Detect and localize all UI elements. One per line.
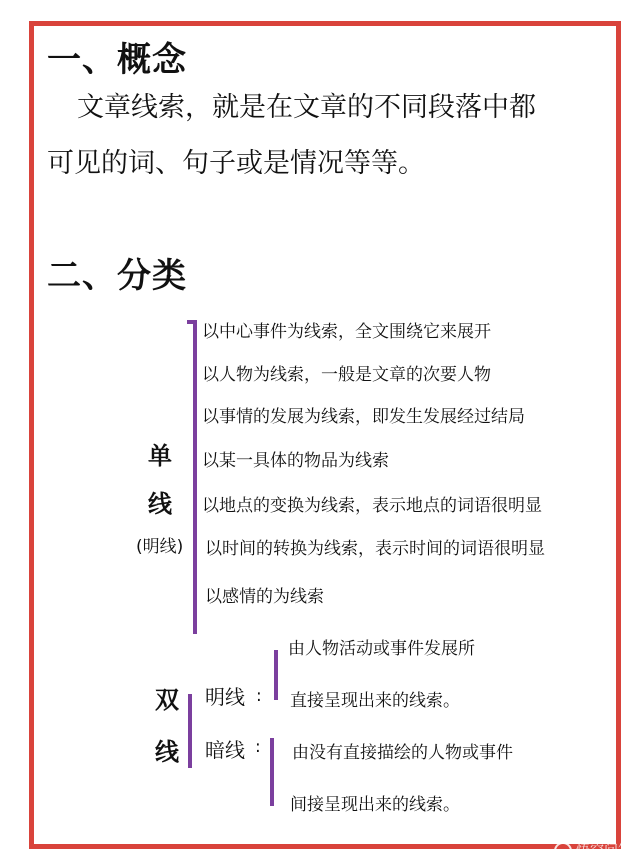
an-line-label: 暗线 <box>205 738 245 762</box>
ming-desc-2: 直接呈现出来的线索。 <box>290 691 460 711</box>
concept-paragraph <box>47 80 607 192</box>
concept-line-2: 可见的词、句子或是情况等等。 <box>47 148 425 179</box>
concept-line-1: 文章线索，就是在文章的不同段落中都 <box>77 92 536 123</box>
an-bracket <box>270 738 274 806</box>
single-bracket-tick <box>187 320 193 324</box>
section1-heading: 一、概念 <box>47 40 187 80</box>
single-item-5: 以地点的变换为线索，表示地点的词语很明显 <box>202 496 542 516</box>
ming-line-label: 明线 <box>205 685 245 709</box>
watermark <box>554 840 632 860</box>
section2-heading: 二、分类 <box>47 256 187 296</box>
double-char-1: 双 <box>155 686 179 714</box>
double-char-2: 线 <box>155 738 179 766</box>
single-char-1: 单 <box>148 442 172 470</box>
single-char-2: 线 <box>148 490 172 518</box>
watermark-logo-icon <box>554 842 572 860</box>
single-item-6: 以时间的转换为线索，表示时间的词语很明显 <box>205 539 545 559</box>
an-desc-1: 由没有直接描绘的人物或事件 <box>292 743 513 763</box>
watermark-text: 悟空问答 <box>576 843 632 859</box>
an-desc-2: 间接呈现出来的线索。 <box>290 795 460 815</box>
single-item-2: 以人物为线索，一般是文章的次要人物 <box>202 365 491 385</box>
ming-desc-1: 由人物活动或事件发展所 <box>288 639 475 659</box>
single-item-7: 以感情的为线索 <box>205 587 324 607</box>
single-item-1: 以中心事件为线索，全文围绕它来展开 <box>202 322 491 342</box>
single-note: (明线) <box>136 537 184 557</box>
ming-bracket <box>274 650 278 700</box>
double-bracket <box>188 694 192 768</box>
an-colon: : <box>255 737 261 757</box>
ming-colon: : <box>256 686 262 706</box>
single-bracket <box>193 320 197 634</box>
single-item-4: 以某一具体的物品为线索 <box>202 451 389 471</box>
single-item-3: 以事情的发展为线索，即发生发展经过结局 <box>202 407 525 427</box>
